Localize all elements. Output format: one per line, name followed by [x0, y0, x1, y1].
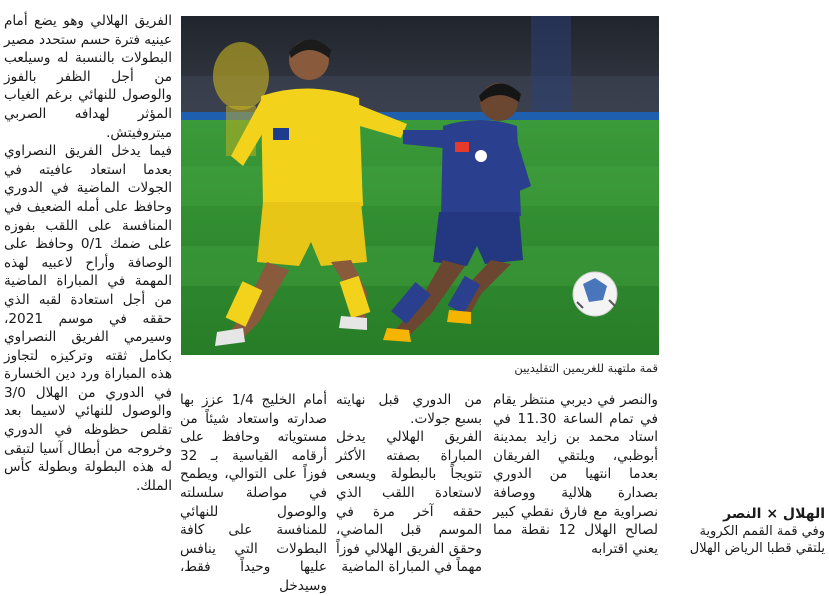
match-photo-illustration: [181, 16, 659, 355]
teaser-line: وفي قمة القمم الكروية: [699, 524, 825, 539]
paragraph: الفريق الهلالي وهو يضع أمام عينيه فترة حسم ستحدد مصير البطولات بالنسبة له وسيلعب من أجل الظفر بالفوز والوصول للنهائي برغم الغياب المؤثر لهدافه الصربي ميتروفيتش.: [4, 13, 172, 141]
paragraph: الفريق الهلالي يدخل المباراة بصفته الأكثر تتويجاً بالبطولة ويسعى لاستعادة اللقب الذي حققه آخر مرة في الموسم قبل الماضي، وحقق الفريق الهلالي فوزاً مهماً في المباراة الماضية: [336, 429, 482, 576]
article-column-1: [180, 391, 327, 594]
article-column-2: [336, 391, 482, 576]
photo-caption: قمة ملتهبة للغريمين التقليديين: [514, 361, 658, 375]
paragraph: فيما يدخل الفريق النصراوي بعدما استعاد عافيته في الجولات الماضية في الدوري وحافظ على أمله الضعيف في المنافسة على اللقب بفوزه على ضمك 0/1 وحافظ على الوصافة وأراح لاعبيه لهذه المهمة في المباراة الماضية من أجل استعادة لقبه الذي حققه في موسم 2021، وسيرمي الفريق النصراوي بكامل ثقته وتركيزه لتجاوز هذه المباراة ورد دين الخسارة في الدوري من الهلال 3/0 والوصول للنهائي لاسيما بعد تقلص حظوظه في الدوري وخروجه من أبطال آسيا لتبقى له هذه البطولة وبطولة كأس الملك.: [4, 143, 172, 494]
article-column-3: [493, 391, 658, 576]
teaser-title: الهلال × النصر: [723, 506, 825, 522]
paragraph: والنصر في ديربي منتظر يقام في تمام الساعة 11.30 في استاد محمد بن زايد بمدينة أبوظبي، ويلتقي الفريقان بعدما انتهيا من الدوري بصدارة هلالية ووصافة نصراوية مع فارق نقطي كبير لصالح الهلال 12 نقطة مما يعني اقترابه: [493, 392, 658, 557]
paragraph: أمام الخليج 1/4 عزز بها صدارته واستعاد شيئاً من مستوياته وحافظ على أرقامه القياسية بـ 32 فوزاً على التوالي، ويطمح في مواصلة سلسلته والوصول للنهائي للمنافسة على كافة البطولات التي ينافس عليها وحيداً فقط، وسيدخل: [180, 392, 327, 594]
teaser-box: [667, 506, 825, 576]
match-photo: [181, 16, 659, 355]
paragraph: من الدوري قبل نهايته بسبع جولات.: [336, 392, 482, 427]
teaser-line: يلتقي قطبا الرياض الهلال: [689, 541, 825, 556]
article-column-right: [4, 12, 172, 574]
